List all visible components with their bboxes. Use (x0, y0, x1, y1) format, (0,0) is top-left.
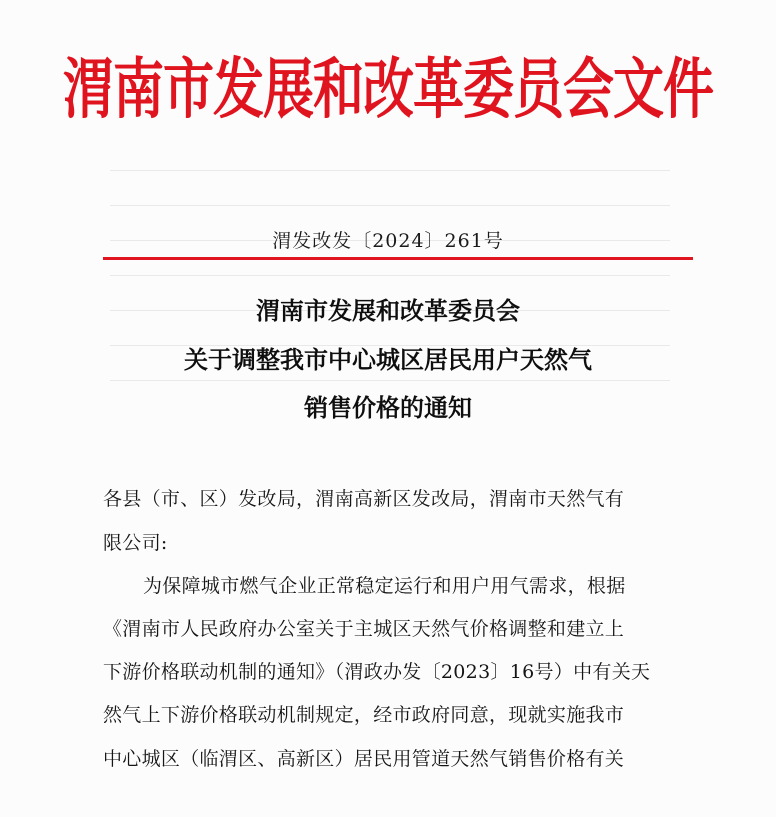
paragraph-line-3: 下游价格联动机制的通知》（渭政办发〔2023〕16号）中有关天 (103, 661, 651, 683)
document-title-line-3: 销售价格的通知 (304, 394, 472, 422)
document-title-line-2: 关于调整我市中心城区居民用户天然气 (184, 346, 592, 374)
paragraph-line-1: 为保障城市燃气企业正常稳定运行和用户用气需求，根据 (143, 575, 626, 597)
document-masthead: 渭南市发展和改革委员会文件 (62, 52, 713, 129)
salutation-line-2: 限公司: (103, 532, 168, 554)
salutation-line-1: 各县（市、区）发改局，渭南高新区发改局，渭南市天然气有 (103, 488, 625, 510)
paragraph-line-4: 然气上下游价格联动机制规定，经市政府同意，现就实施我市 (103, 704, 625, 726)
document-number: 渭发改发〔2024〕261号 (272, 230, 504, 252)
paragraph-line-2: 《渭南市人民政府办公室关于主城区天然气价格调整和建立上 (103, 618, 625, 640)
paragraph-line-5: 中心城区（临渭区、高新区）居民用管道天然气销售价格有关 (103, 748, 625, 770)
document-title-line-1: 渭南市发展和改革委员会 (256, 297, 520, 325)
red-divider-line (103, 257, 693, 260)
